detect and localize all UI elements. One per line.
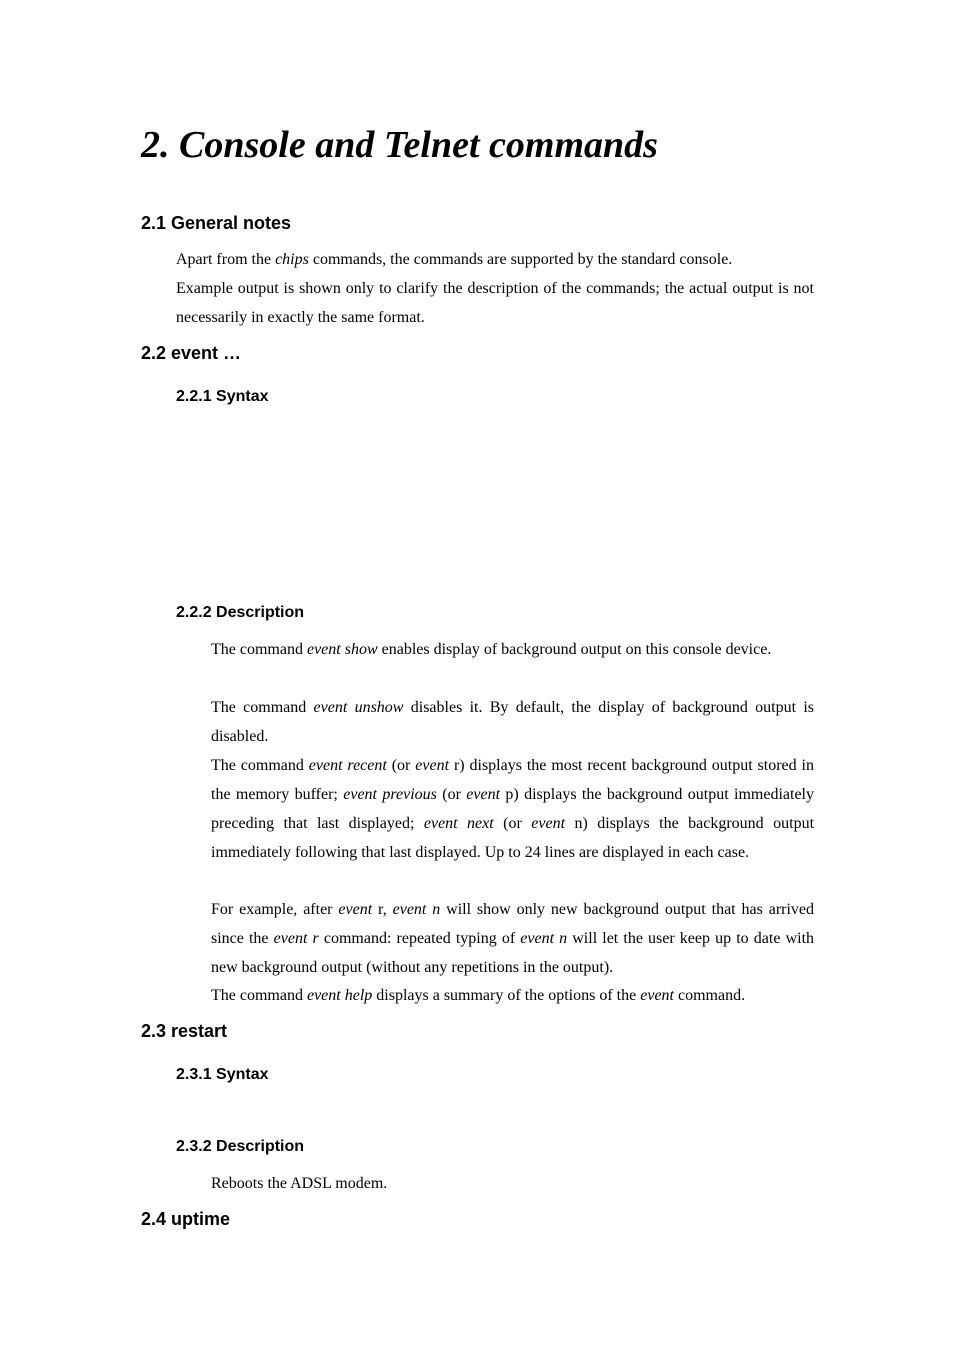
event-description-paragraph-2 (211, 693, 814, 751)
command-term: event show (306, 641, 378, 658)
text-run: command. (673, 987, 746, 1004)
restart-description-paragraph: Reboots the ADSL modem. (211, 1175, 388, 1192)
command-term: event (640, 987, 674, 1004)
command-term: event previous (343, 786, 437, 803)
text-run: r) displays the most recent background output stored in the memory buffer; (211, 757, 815, 803)
text-run: The command (211, 757, 309, 774)
text-run: will show only new background output that has arrived since the (211, 901, 815, 947)
text-run: commands, the commands are supported by the standard console. (308, 251, 733, 268)
command-term: event (415, 757, 450, 774)
text-run: displays a summary of the options of the (372, 987, 641, 1004)
text-run: The command (211, 641, 307, 658)
text-run: r, (372, 901, 393, 918)
section-heading-uptime: 2.4 uptime (141, 1209, 231, 1229)
command-term: event unshow (313, 699, 404, 716)
text-run: The command (211, 699, 314, 716)
text-run: command: repeated typing of (318, 930, 521, 947)
text-run: For example, after (211, 901, 339, 918)
command-term: event (531, 815, 566, 832)
text-run: (or (493, 815, 532, 832)
command-term: event n (392, 901, 441, 918)
section-heading-event: 2.2 event … (141, 343, 242, 363)
command-term: event help (306, 987, 373, 1004)
section-heading-general-notes: 2.1 General notes (141, 213, 292, 233)
text-run: will let the user keep up to date with new background output (without any repetitions in the output). (211, 930, 815, 976)
subsection-heading-restart-syntax: 2.3.1 Syntax (176, 1066, 269, 1083)
general-notes-paragraph-1 (176, 245, 814, 274)
command-term: event (466, 786, 501, 803)
text-run: (or (386, 757, 416, 774)
text-run: n) displays the background output immediately following that last displayed. Up to 24 lines are displayed in each case. (211, 815, 815, 861)
text-run: p) displays the background output immediately preceding that last displayed; (211, 786, 814, 832)
section-heading-restart: 2.3 restart (141, 1021, 228, 1041)
chips-term: chips (275, 251, 309, 268)
event-description-paragraph-5 (211, 981, 814, 1010)
command-term: event n (520, 930, 568, 947)
text-run: (or (436, 786, 467, 803)
event-description-paragraph-1 (211, 635, 814, 664)
command-term: event r (273, 930, 319, 947)
subsection-heading-event-description: 2.2.2 Description (176, 604, 305, 621)
command-term: event (338, 901, 373, 918)
command-term: event recent (308, 757, 387, 774)
event-description-paragraph-4 (211, 895, 814, 982)
text-run: enables display of background output on this console device. (377, 641, 772, 658)
chapter-title: 2. Console and Telnet commands (141, 124, 658, 166)
text-run: The command (211, 987, 307, 1004)
text-run: Apart from the (176, 251, 276, 268)
command-term: event next (423, 815, 494, 832)
general-notes-paragraph-2: Example output is shown only to clarify the description of the commands; the actual output is not necessarily in exactly the same format. (176, 280, 814, 326)
subsection-heading-restart-description: 2.3.2 Description (176, 1138, 305, 1155)
text-run: disables it. By default, the display of background output is disabled. (211, 699, 814, 745)
event-description-paragraph-3 (211, 751, 814, 867)
subsection-heading-event-syntax: 2.2.1 Syntax (176, 388, 269, 405)
